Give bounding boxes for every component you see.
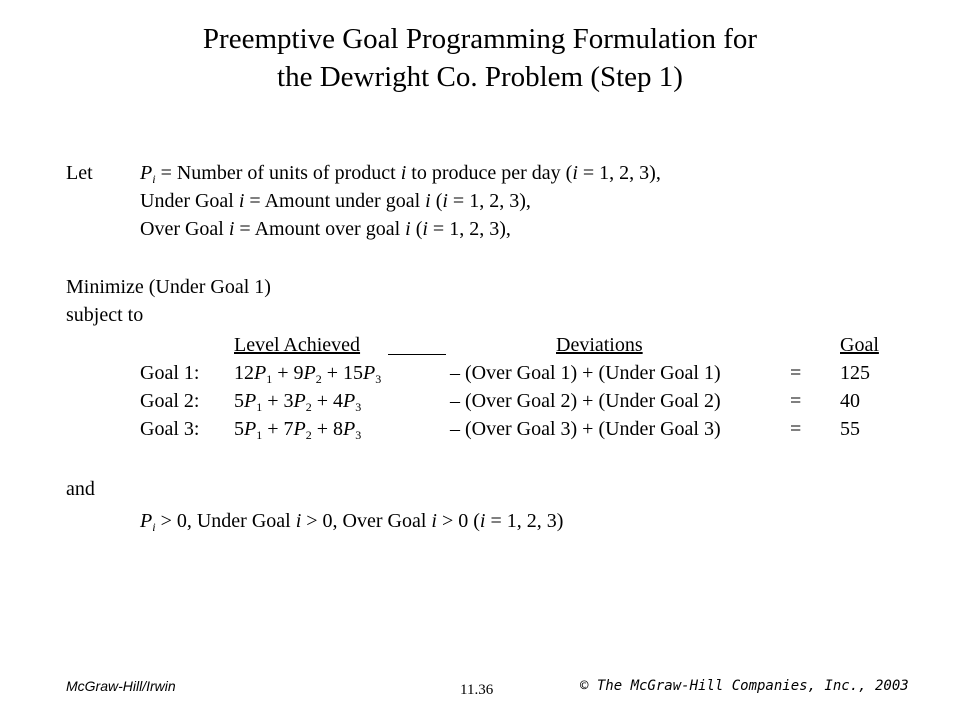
def2-i2: i	[425, 190, 431, 212]
title-line-1: Preemptive Goal Programming Formulation for	[202, 23, 758, 55]
row3-s1: 1	[256, 428, 263, 442]
footer-copyright: © The McGraw-Hill Companies, Inc., 2003	[580, 678, 909, 694]
nonnegativity-constraints	[140, 508, 563, 534]
row2-c1: 5	[234, 390, 244, 412]
nn-part4: = 1, 2, 3)	[485, 510, 564, 532]
def3-i2: i	[405, 218, 411, 240]
row3-s2: 2	[305, 428, 312, 442]
def2-paren: (	[430, 190, 443, 212]
row1-s1: 1	[266, 372, 273, 386]
row3-label: Goal 3:	[140, 418, 200, 440]
def1-text-a: = Number of units of product	[155, 162, 401, 184]
def2-i: i	[238, 190, 245, 212]
row3-c1: 5	[234, 418, 244, 440]
def3-text-b: = Amount over goal	[234, 218, 406, 240]
row1-goal: 125	[840, 362, 870, 384]
var-symbol: P	[140, 162, 153, 184]
row1-p3: P	[363, 362, 376, 384]
def1-text-b: to produce per day (	[406, 162, 573, 184]
def1-text-c: = 1, 2, 3),	[577, 162, 661, 184]
row2-equals: =	[790, 390, 802, 412]
nn-part2: > 0, Over Goal	[301, 510, 432, 532]
definition-line-3	[140, 216, 511, 242]
row3-c3: + 8	[311, 418, 343, 440]
row1-c3: + 15	[321, 362, 363, 384]
def3-paren: (	[410, 218, 423, 240]
row1-p2: P	[303, 362, 316, 384]
row2-s3: 3	[355, 400, 362, 414]
def3-i3: i	[422, 218, 428, 240]
row3-p1: P	[244, 418, 257, 440]
row2-c2: + 3	[262, 390, 294, 412]
def1-i: i	[400, 162, 407, 184]
subject-to-label: subject to	[66, 304, 144, 326]
footer-slide-number: 11.36	[460, 682, 494, 698]
def3-text-a: Over Goal	[140, 218, 229, 240]
row1-deviation: – (Over Goal 1) + (Under Goal 1)	[450, 362, 721, 384]
nn-p-sub: i	[152, 520, 156, 534]
row1-equals: =	[790, 362, 802, 384]
row2-label: Goal 2:	[140, 390, 200, 412]
nn-i1: i	[295, 510, 302, 532]
row1-c2: + 9	[272, 362, 304, 384]
row3-goal: 55	[840, 418, 860, 440]
row2-s1: 1	[256, 400, 263, 414]
row3-s3: 3	[355, 428, 362, 442]
row2-level	[234, 388, 361, 414]
row3-level	[234, 416, 361, 442]
row2-p3: P	[343, 390, 356, 412]
row3-equals: =	[790, 418, 802, 440]
row1-s3: 3	[375, 372, 382, 386]
title-line-2: the Dewright Co. Problem (Step 1)	[277, 61, 683, 93]
row3-p3: P	[343, 418, 356, 440]
and-label: and	[66, 478, 95, 500]
row2-p2: P	[293, 390, 306, 412]
row1-c1: 12	[234, 362, 254, 384]
def2-text-a: Under Goal	[140, 190, 239, 212]
row2-s2: 2	[305, 400, 312, 414]
nn-part3: > 0 (	[436, 510, 480, 532]
def3-i: i	[228, 218, 235, 240]
header-level-underline-ext	[388, 354, 446, 355]
nn-part1: > 0, Under Goal	[155, 510, 296, 532]
row2-deviation: – (Over Goal 2) + (Under Goal 2)	[450, 390, 721, 412]
row2-c3: + 4	[311, 390, 343, 412]
row1-s2: 2	[315, 372, 322, 386]
definition-line-1	[140, 160, 661, 186]
nn-i2: i	[431, 510, 437, 532]
header-goal: Goal	[840, 334, 879, 356]
row1-p1: P	[254, 362, 267, 384]
slide-title	[0, 20, 960, 96]
row3-deviation: – (Over Goal 3) + (Under Goal 3)	[450, 418, 721, 440]
var-subscript: i	[152, 172, 156, 186]
def3-text-c: = 1, 2, 3),	[427, 218, 511, 240]
row3-p2: P	[293, 418, 306, 440]
def2-text-b: = Amount under goal	[244, 190, 426, 212]
definition-line-2	[140, 188, 531, 214]
footer-publisher: McGraw-Hill/Irwin	[66, 678, 176, 694]
let-label: Let	[66, 162, 93, 184]
row1-level	[234, 360, 381, 386]
nn-p: P	[140, 510, 153, 532]
def2-text-c: = 1, 2, 3),	[447, 190, 531, 212]
row2-goal: 40	[840, 390, 860, 412]
def1-range-i: i	[572, 162, 578, 184]
nn-i3: i	[479, 510, 486, 532]
header-level-achieved: Level Achieved	[234, 334, 361, 356]
def2-i3: i	[442, 190, 448, 212]
header-deviations: Deviations	[556, 334, 643, 356]
row2-p1: P	[244, 390, 257, 412]
row3-c2: + 7	[262, 418, 294, 440]
row1-label: Goal 1:	[140, 362, 200, 384]
objective-minimize: Minimize (Under Goal 1)	[66, 276, 271, 298]
